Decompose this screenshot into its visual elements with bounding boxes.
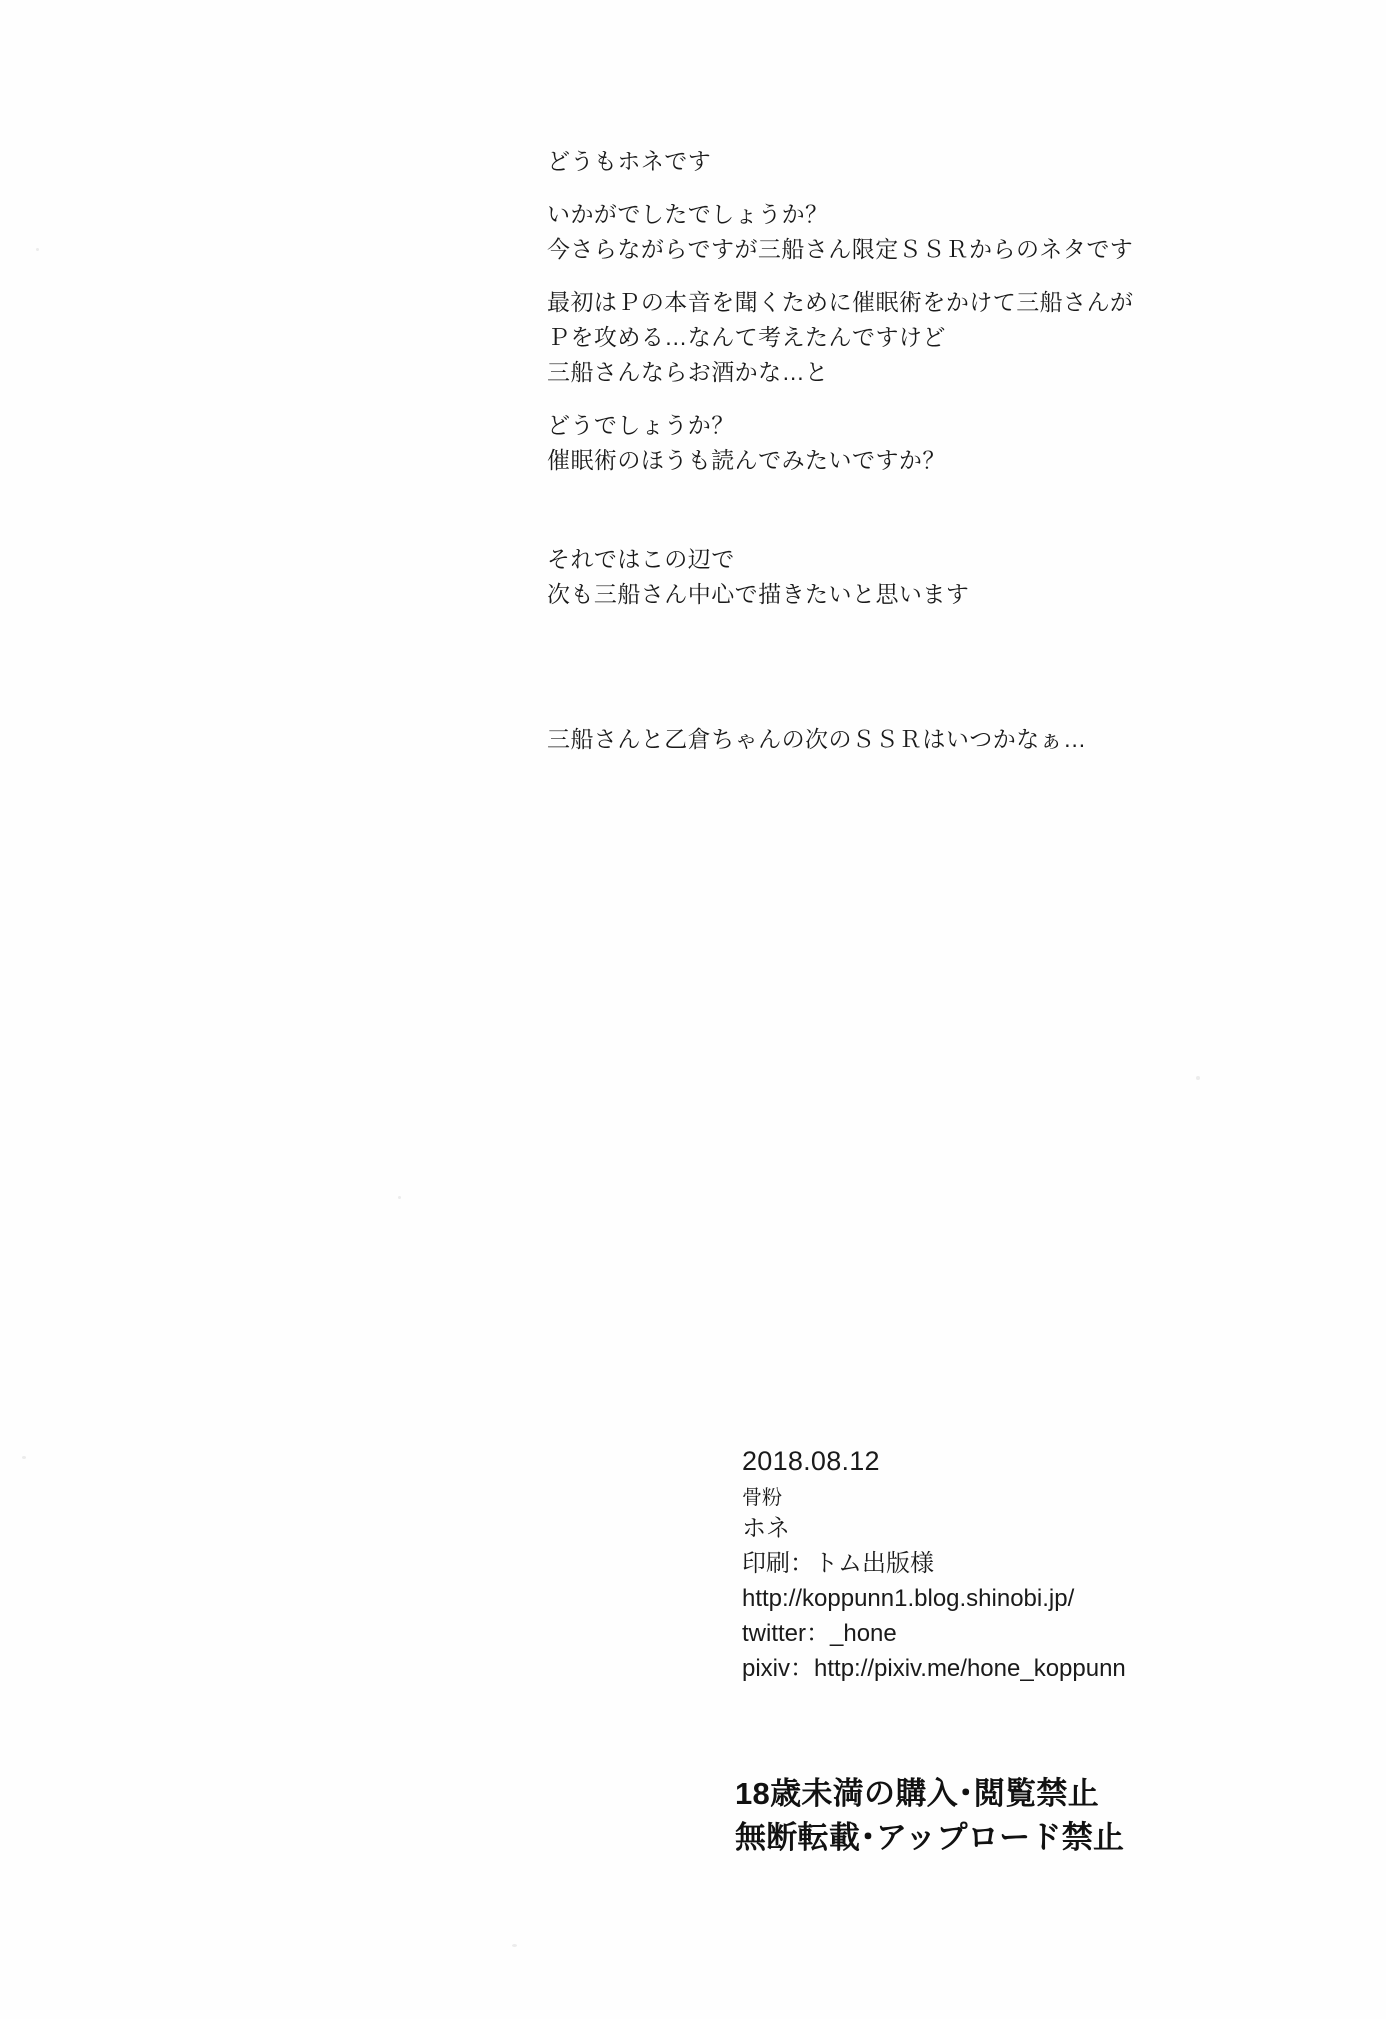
- scan-speck: [512, 1944, 517, 1947]
- afterword-line: どうもホネです: [547, 148, 712, 174]
- scan-speck: [36, 248, 39, 251]
- publication-date: 2018.08.12: [742, 1446, 880, 1476]
- pixiv-url[interactable]: pixiv：http://pixiv.me/hone_koppunn: [742, 1655, 1126, 1682]
- afterword-paragraph: [547, 291, 1307, 384]
- afterword-line: どうでしょうか？: [547, 412, 735, 438]
- printer-name: 印刷：トム出版様: [742, 1550, 934, 1577]
- afterword-paragraph: [547, 203, 1307, 261]
- blog-url[interactable]: http://koppunn1.blog.shinobi.jp/: [742, 1585, 1075, 1612]
- warning-line-age: 18歳未満の購入･閲覧禁止: [735, 1776, 1100, 1811]
- afterword-paragraph: [547, 414, 1307, 472]
- afterword-line: いかがでしたでしょうか？: [547, 201, 829, 227]
- afterword-line: それではこの辺で: [547, 546, 735, 572]
- afterword-line: 次も三船さん中心で描きたいと思います: [547, 581, 970, 607]
- scan-speck: [398, 1196, 401, 1199]
- scan-speck: [1196, 1076, 1200, 1080]
- twitter-handle[interactable]: twitter：_hone: [742, 1620, 897, 1647]
- afterword-line: 三船さんと乙倉ちゃんの次のＳＳＲはいつかなぁ…: [547, 726, 1087, 752]
- author-name: ホネ: [742, 1515, 790, 1542]
- scan-speck: [22, 1456, 26, 1459]
- afterword-line: 今さらながらですが三船さん限定ＳＳＲからのネタです: [547, 236, 1134, 262]
- afterword-spacer: [547, 502, 1307, 548]
- afterword-paragraph: [547, 150, 1307, 173]
- afterword-line: 最初はＰの本音を聞くために催眠術をかけて三船さんが: [547, 289, 1134, 315]
- afterword-paragraph: [547, 728, 1307, 751]
- circle-name: 骨粉: [742, 1487, 782, 1509]
- afterword-spacer: [547, 682, 1307, 728]
- afterword-line: 催眠術のほうも読んでみたいですか？: [547, 447, 946, 473]
- afterword-line: 三船さんならお酒かな…と: [547, 359, 829, 385]
- warning-line-repost: 無断転載･アップロード禁止: [735, 1820, 1125, 1856]
- age-restriction-warning: [735, 1772, 1124, 1860]
- colophon: [742, 1448, 1126, 1692]
- afterword-paragraph: [547, 548, 1307, 606]
- afterword-text: [547, 150, 1307, 763]
- afterword-line: Ｐを攻める…なんて考えたんですけど: [547, 324, 946, 350]
- afterword-spacer: [547, 636, 1307, 682]
